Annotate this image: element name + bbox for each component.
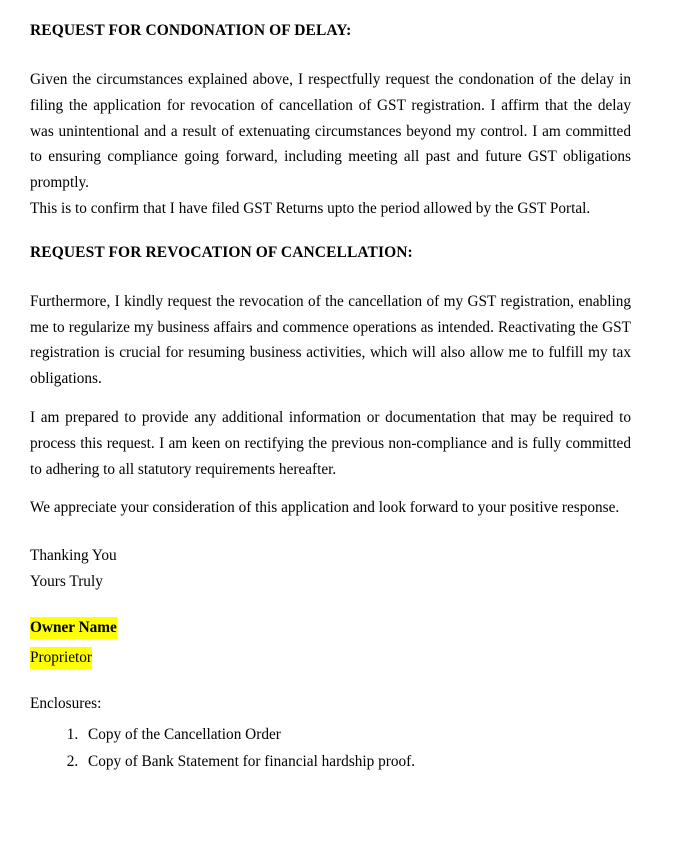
revocation-paragraph-3: We appreciate your consideration of this application and look forward to your positive response. — [30, 499, 620, 517]
spacer — [30, 40, 631, 67]
spacer — [30, 595, 631, 617]
spacer — [30, 262, 631, 289]
revocation-heading: REQUEST FOR REVOCATION OF CANCELLATION: — [30, 243, 413, 261]
spacer — [30, 639, 631, 647]
signature-designation-wrap — [30, 647, 631, 669]
closing-thanking: Thanking You — [30, 547, 117, 565]
closing-yours-truly: Yours Truly — [30, 572, 103, 590]
condonation-heading: REQUEST FOR CONDONATION OF DELAY: — [30, 22, 352, 39]
spacer — [30, 521, 631, 543]
spacer — [30, 392, 631, 405]
spacer — [30, 669, 631, 691]
spacer — [30, 482, 631, 495]
signature-name: Owner Name — [30, 617, 117, 639]
list-item: 2. Copy of Bank Statement for financial hardship proof. — [82, 748, 631, 775]
revocation-paragraph-1: Furthermore, I kindly request the revocation of the cancellation of my GST registration, enabling me to regularize my business affairs and commence operations as intended. Reactivating the GST registration is crucial for resuming business activities, which will also allow me to fulfill my tax obligations. — [30, 292, 631, 388]
enclosures-title: Enclosures: — [30, 694, 102, 712]
signature-name-wrap — [30, 617, 631, 639]
condonation-paragraph-2: This is to confirm that I have filed GST Returns upto the period allowed by the GST Portal. — [30, 199, 591, 217]
spacer — [30, 222, 631, 244]
condonation-paragraph-1: Given the circumstances explained above, I respectfully request the condonation of the delay in filing the application for revocation of cancellation of GST registration. I affirm that the delay was unintentional and a result of extenuating circumstances beyond my control. I am committed to ensuring compliance going forward, including meeting all past and future GST obligations promptly. — [30, 71, 631, 192]
list-item: 1. Copy of the Cancellation Order — [82, 721, 631, 748]
revocation-paragraph-2: I am prepared to provide any additional information or documentation that may be required to process this request. I am keen on rectifying the previous non-compliance and is fully committed to adhering to all statutory requirements hereafter. — [30, 408, 631, 478]
enclosures-list — [30, 721, 631, 775]
signature-designation: Proprietor — [30, 647, 92, 669]
